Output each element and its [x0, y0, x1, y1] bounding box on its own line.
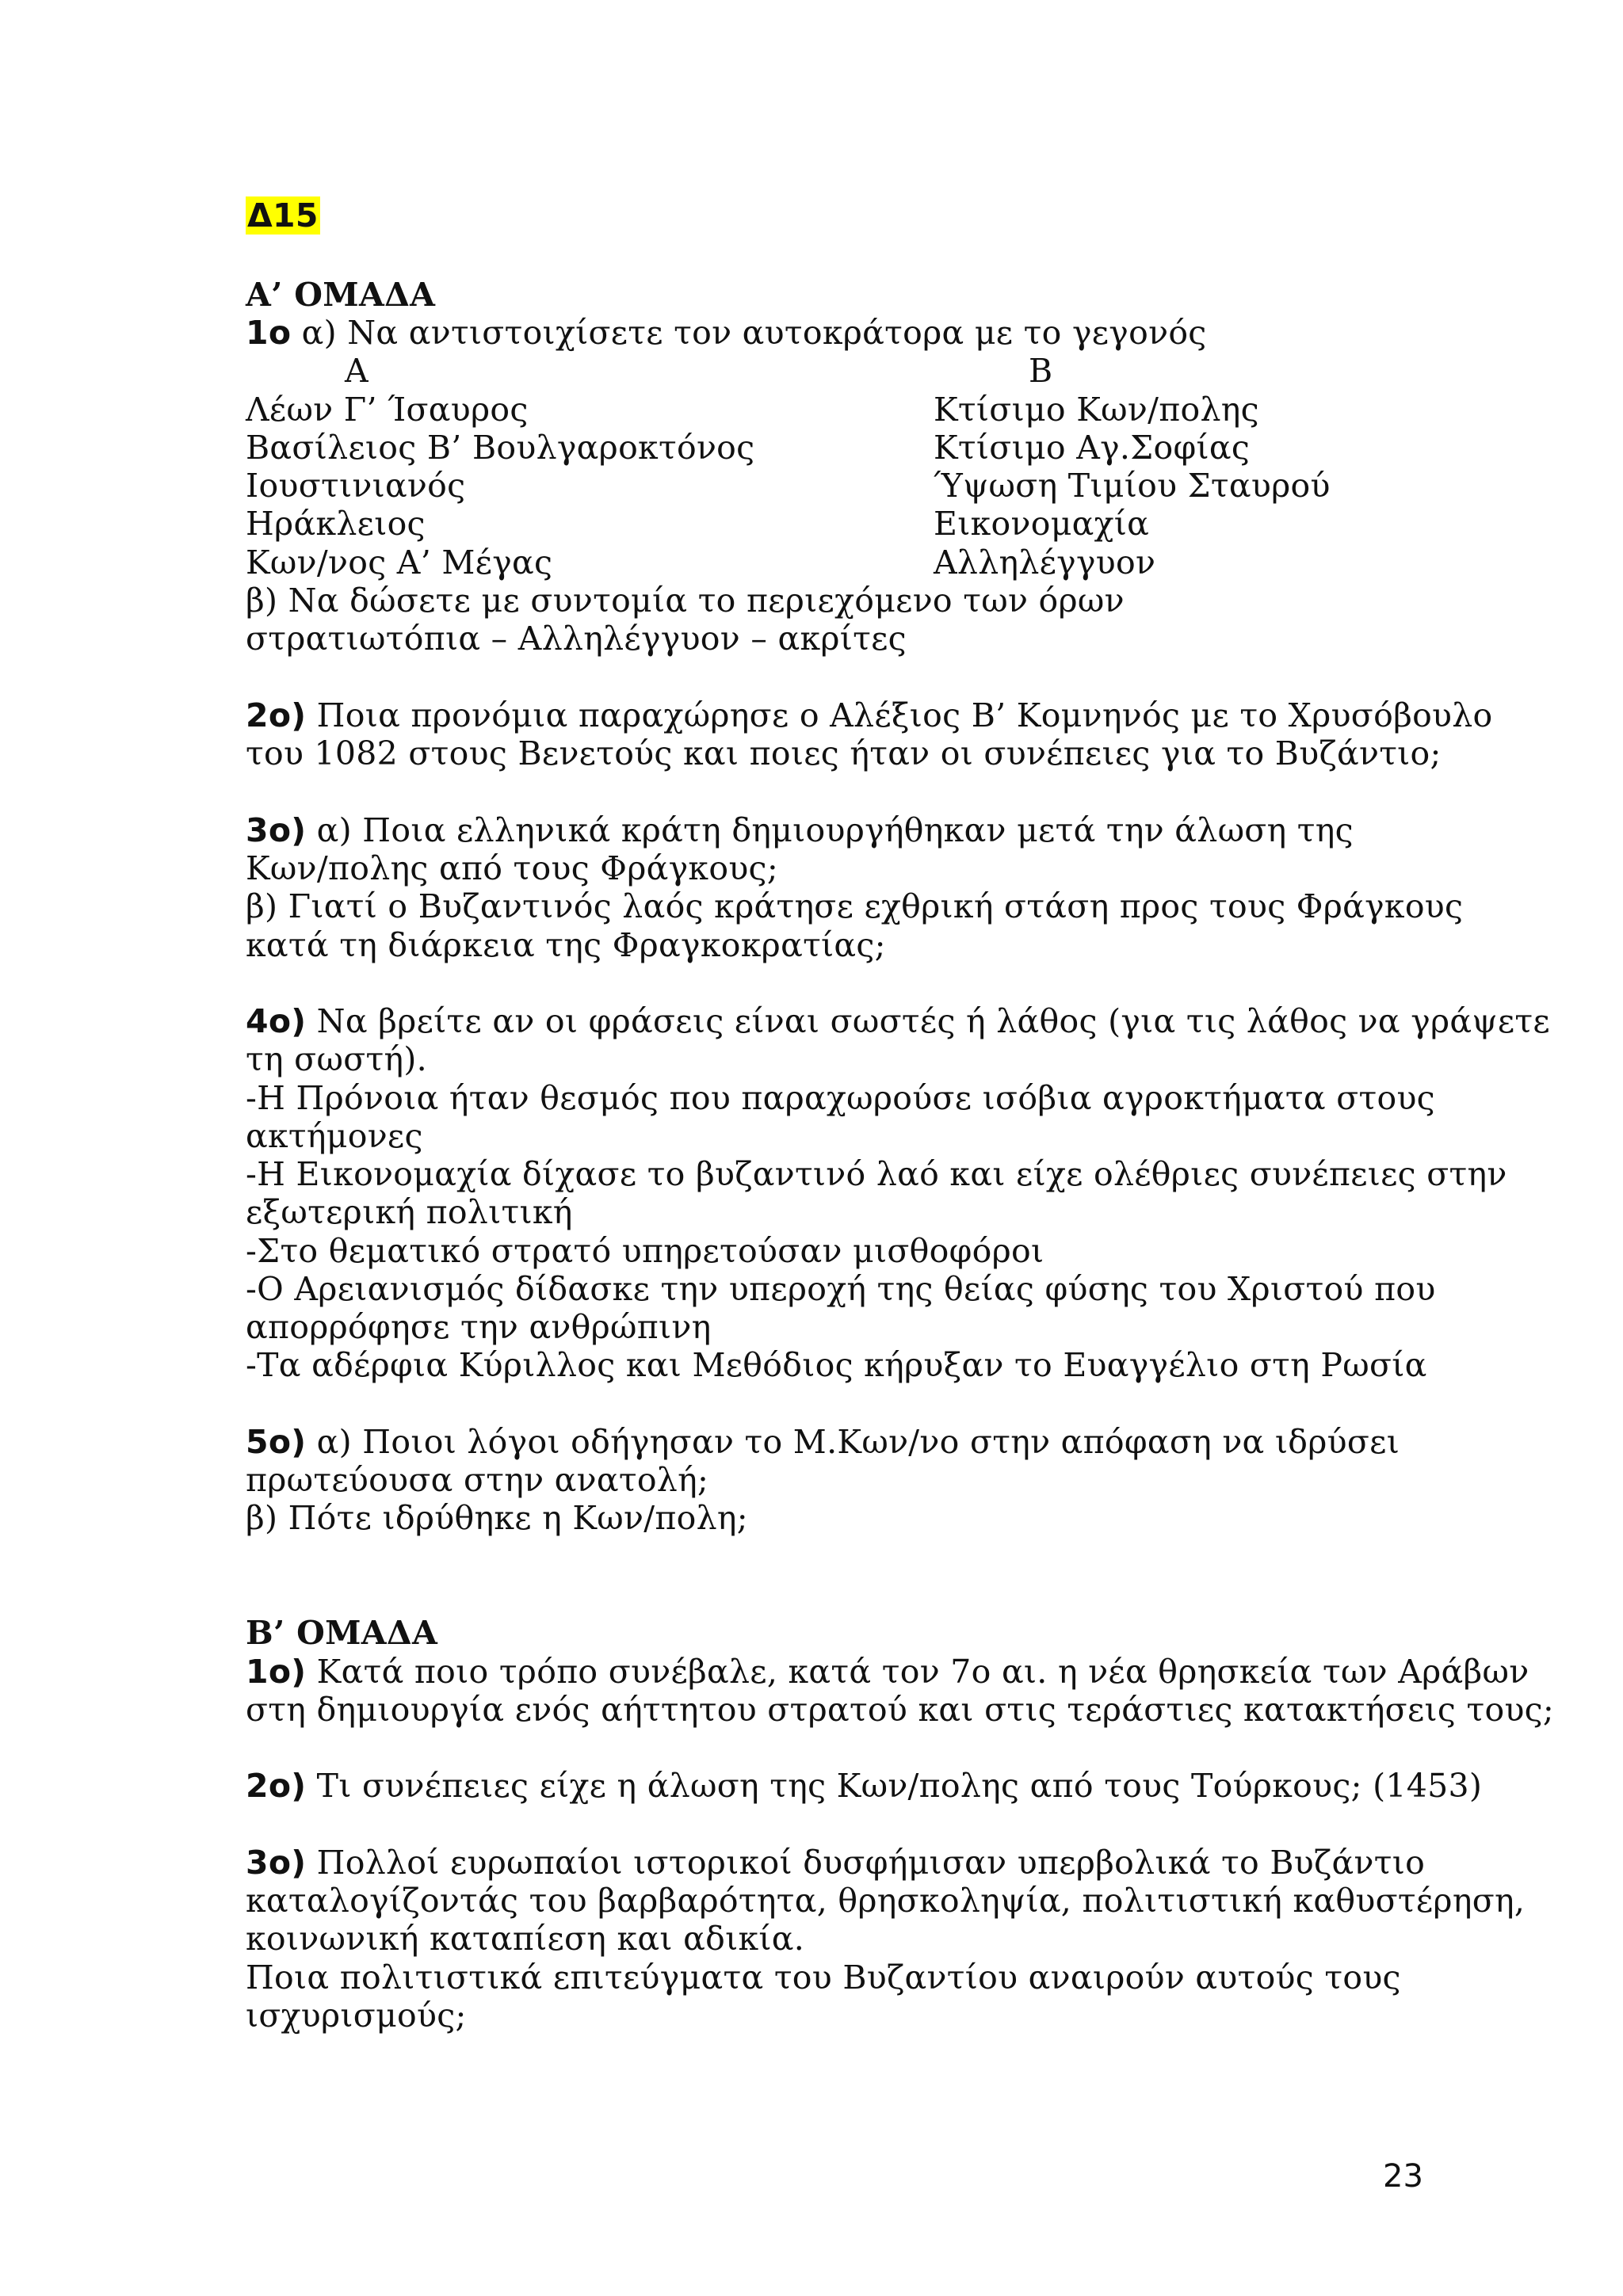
question-number: 4ο) — [246, 1002, 307, 1040]
question-a4-statement: -Στο θεματικό στρατό υπηρετούσαν μισθοφόροι — [246, 1232, 1044, 1270]
question-b1: 1ο) Κατά ποιο τρόπο συνέβαλε, κατά τον 7ο αι. η νέα θρησκεία των Αράβων — [246, 1653, 1529, 1691]
question-a3: 3ο) α) Ποια ελληνικά κράτη δημιουργήθηκαν μετά την άλωση της — [246, 811, 1354, 849]
question-number: 2ο) — [246, 696, 307, 734]
question-a3-line: κατά τη διάρκεια της Φραγκοκρατίας; — [246, 926, 886, 964]
column-b-item: Κτίσιμο Αγ.Σοφίας — [934, 429, 1251, 467]
question-a1 — [246, 314, 1207, 352]
column-a-item: Λέων Γ’ Ίσαυρος — [246, 391, 529, 429]
group-b-title: Β’ ΟΜΑΔΑ — [246, 1614, 438, 1652]
page-number: 23 — [1383, 2158, 1423, 2195]
question-a4: 4ο) Να βρείτε αν οι φράσεις είναι σωστές ή λάθος (για τις λάθος να γράψετε — [246, 1002, 1550, 1040]
question-b3-line: ισχυρισμούς; — [246, 1997, 467, 2035]
question-number: 3ο) — [246, 1844, 307, 1882]
question-number: 3ο) — [246, 811, 307, 849]
question-a4-line: εξωτερική πολιτική — [246, 1193, 573, 1231]
question-b3-line: καταλογίζοντάς του βαρβαρότητα, θρησκοληψία, πολιτιστική καθυστέρηση, — [246, 1882, 1526, 1920]
column-a-item: Κων/νος Α’ Μέγας — [246, 543, 553, 582]
question-a4-statement: -Η Εικονομαχία δίχασε το βυζαντινό λαό και είχε ολέθριες συνέπειες στην — [246, 1155, 1507, 1193]
column-b-item: Εικονομαχία — [934, 505, 1150, 543]
question-a1-part-b: β) Να δώσετε με συντομία το περιεχόμενο των όρων — [246, 582, 1125, 620]
question-number: 2ο) — [246, 1767, 307, 1805]
column-b-item: Αλληλέγγυον — [934, 543, 1156, 582]
question-a2-line: του 1082 στους Βενετούς και ποιες ήταν οι συνέπειες για το Βυζάντιο; — [246, 734, 1442, 772]
question-b2: 2ο) Τι συνέπειες είχε η άλωση της Κων/πολης από τους Τούρκους; (1453) — [246, 1767, 1483, 1805]
question-a2: 2ο) Ποια προνόμια παραχώρησε ο Αλέξιος Β’ Κομνηνός με το Χρυσόβουλο — [246, 696, 1493, 734]
column-b-item: Ύψωση Τιμίου Σταυρού — [934, 467, 1331, 505]
group-a-title: Α’ ΟΜΑΔΑ — [246, 276, 436, 314]
question-a4-line: τη σωστή). — [246, 1040, 427, 1078]
question-a4-statement: -Τα αδέρφια Κύριλλος και Μεθόδιος κήρυξαν το Ευαγγέλιο στη Ρωσία — [246, 1346, 1427, 1384]
question-text: α) Να αντιστοιχίσετε τον αυτοκράτορα με το γεγονός — [291, 314, 1207, 352]
question-number: 1ο) — [246, 1653, 307, 1691]
question-number: 5ο) — [246, 1423, 307, 1461]
question-a1-part-b-terms: στρατιωτόπια – Αλληλέγγυον – ακρίτες — [246, 620, 907, 658]
question-a5-line: πρωτεύουσα στην ανατολή; — [246, 1461, 709, 1499]
column-a-item: Ηράκλειος — [246, 505, 426, 543]
question-number: 1ο — [246, 314, 292, 352]
question-b3: 3ο) Πολλοί ευρωπαίοι ιστορικοί δυσφήμισαν υπερβολικά το Βυζάντιο — [246, 1844, 1426, 1882]
question-a3-line: β) Γιατί ο Βυζαντινός λαός κράτησε εχθρική στάση προς τους Φράγκους — [246, 887, 1464, 925]
question-b3-line: κοινωνική καταπίεση και αδικία. — [246, 1920, 805, 1958]
question-b1-line: στη δημιουργία ενός αήττητου στρατού και στις τεράστιες κατακτήσεις τους; — [246, 1691, 1555, 1729]
question-a4-line: ακτήμονες — [246, 1117, 423, 1155]
question-a4-line: απορρόφησε την ανθρώπινη — [246, 1308, 712, 1346]
question-a5: 5ο) α) Ποιοι λόγοι οδήγησαν το Μ.Κων/νο στην απόφαση να ιδρύσει — [246, 1423, 1400, 1461]
column-b-header: Β — [1029, 352, 1053, 390]
column-a-item: Βασίλειος Β’ Βουλγαροκτόνος — [246, 429, 755, 467]
question-a4-statement: -Η Πρόνοια ήταν θεσμός που παραχωρούσε ισόβια αγροκτήματα στους — [246, 1079, 1435, 1117]
column-a-header: Α — [345, 352, 369, 390]
column-b-item: Κτίσιμο Κων/πολης — [934, 391, 1259, 429]
question-a3-line: Κων/πολης από τους Φράγκους; — [246, 849, 778, 887]
document-code: Δ15 — [247, 196, 319, 235]
question-b3-line: Ποια πολιτιστικά επιτεύγματα του Βυζαντίου αναιρούν αυτούς τους — [246, 1958, 1401, 1997]
question-a4-statement: -Ο Αρειανισμός δίδασκε την υπεροχή της θείας φύσης του Χριστού που — [246, 1270, 1436, 1308]
question-a5-line: β) Πότε ιδρύθηκε η Κων/πολη; — [246, 1499, 748, 1537]
column-a-item: Ιουστινιανός — [246, 467, 466, 505]
